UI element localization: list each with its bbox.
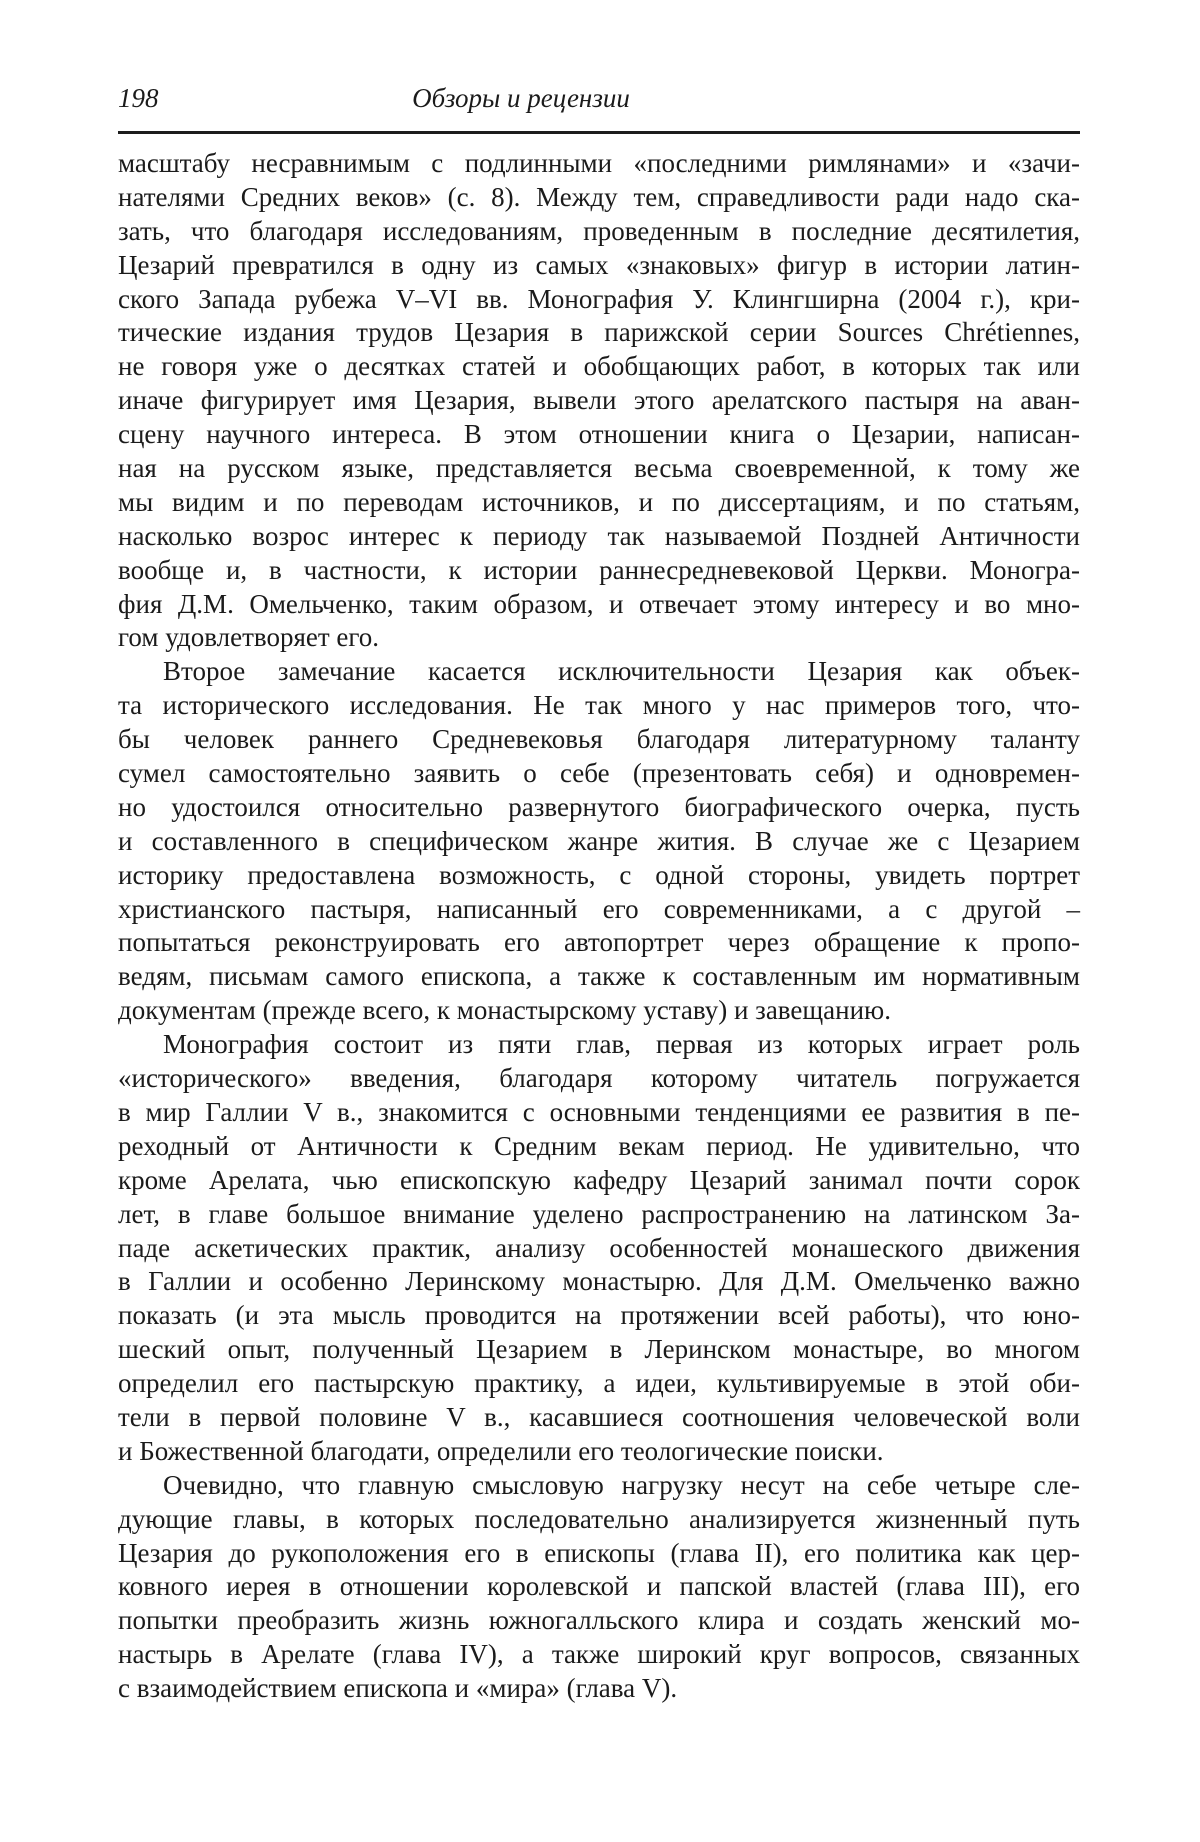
header-rule [118,131,1080,134]
text-line: лет, в главе большое внимание уделено распространению на латинском За- [118,1198,1080,1229]
text-line: вообще и, в частности, к истории раннесредневековой Церкви. Моногра- [118,554,1080,585]
text-line: масштабу несравнимым с подлинными «последними римлянами» и «зачи- [118,148,1080,178]
text-line: в мир Галлии V в., знакомится с основными тенденциями ее развития в пе- [118,1096,1080,1127]
text-line: показать (и эта мысль проводится на протяжении всей работы), что юно- [118,1300,1080,1331]
text-line: но удостоился относительно развернутого биографического очерка, пусть [118,791,1080,822]
text-line: настырь в Арелате (глава IV), а также широкий круг вопросов, связанных [118,1639,1080,1670]
text-line: гом удовлетворяет его. [118,622,380,653]
text-line: тели в первой половине V в., касавшиеся соотношения человеческой воли [118,1401,1080,1432]
text-line: Очевидно, что главную смысловую нагрузку несут на себе четыре сле- [163,1469,1080,1500]
text-line: с взаимодействием епископа и «мира» (глава V). [118,1673,678,1704]
text-line: Цезарий превратился в одну из самых «знаковых» фигур в истории латин- [118,249,1080,280]
text-line: попытки преобразить жизнь южногалльского клира и создать женский мо- [118,1605,1080,1636]
text-line: в Галлии и особенно Леринскому монастырю. Для Д.М. Омельченко важно [118,1266,1080,1297]
text-line: попытаться реконструировать его автопортрет через обращение к пропо- [118,927,1080,958]
text-line: тические издания трудов Цезария в парижской серии Sources Chrétiennes, [118,317,1080,348]
text-line: шеский опыт, полученный Цезарием в Леринском монастыре, во многом [118,1334,1080,1365]
text-line: нателями Средних веков» (с. 8). Между тем, справедливости ради надо ска- [118,181,1080,212]
text-line: паде аскетических практик, анализу особенностей монашеского движения [118,1232,1080,1263]
text-line: бы человек раннего Средневековья благодаря литературному таланту [118,724,1080,755]
paragraph [118,1028,1080,1469]
text-line: ная на русском языке, представляется весьма своевременной, к тому же [118,453,1080,484]
paragraph [118,1469,1080,1706]
text-line: Монография состоит из пяти глав, первая из которых играет роль [163,1029,1080,1060]
text-line: сцену научного интереса. В этом отношении книга о Цезарии, написан- [118,419,1080,450]
paragraph [118,147,1080,655]
text-line: христианского пастыря, написанный его современниками, а с другой – [118,893,1080,924]
page-header [118,82,1080,118]
article-body [118,147,1080,1706]
paragraph [118,655,1080,1028]
text-line: реходный от Античности к Средним векам период. Не удивительно, что [118,1130,1080,1161]
text-line: ковного иерея в отношении королевской и папской властей (глава III), его [118,1571,1080,1602]
text-line: зать, что благодаря исследованиям, проведенным в последние десятилетия, [118,215,1080,246]
text-line: «исторического» введения, благодаря которому читатель погружается [118,1063,1080,1094]
text-line: и Божественной благодати, определили его теологические поиски. [118,1435,884,1466]
text-line: насколько возрос интерес к периоду так называемой Поздней Античности [118,520,1080,551]
text-line: иначе фигурирует имя Цезария, вывели этого арелатского пастыря на аван- [118,385,1080,416]
text-line: определил его пастырскую практику, а идеи, культивируемые в этой оби- [118,1368,1080,1399]
text-line: и составленного в специфическом жанре жития. В случае же с Цезарием [118,825,1080,856]
text-line: историку предоставлена возможность, с одной стороны, увидеть портрет [118,859,1080,890]
text-line: фия Д.М. Омельченко, таким образом, и отвечает этому интересу и во мно- [118,588,1080,619]
text-line: та исторического исследования. Не так много у нас примеров того, что- [118,690,1080,721]
text-line: мы видим и по переводам источников, и по диссертациям, и по статьям, [118,486,1080,517]
text-line: ского Запада рубежа V–VI вв. Монография У. Клингширна (2004 г.), кри- [118,283,1080,314]
text-line: не говоря уже о десятках статей и обобщающих работ, в которых так или [118,351,1080,382]
text-line: кроме Арелата, чью епископскую кафедру Цезарий занимал почти сорок [118,1164,1080,1195]
text-line: ведям, письмам самого епископа, а также к составленным им нормативным [118,961,1080,992]
text-line: документам (прежде всего, к монастырскому уставу) и завещанию. [118,995,891,1026]
text-line: Цезария до рукоположения его в епископы (глава II), его политика как цер- [118,1537,1080,1568]
page-number: 198 [118,83,159,113]
running-title: Обзоры и рецензии [412,83,630,113]
text-line: дующие главы, в которых последовательно анализируется жизненный путь [118,1503,1080,1534]
text-line: сумел самостоятельно заявить о себе (презентовать себя) и одновремен- [118,758,1080,789]
text-line: Второе замечание касается исключительности Цезария как объек- [163,656,1080,687]
